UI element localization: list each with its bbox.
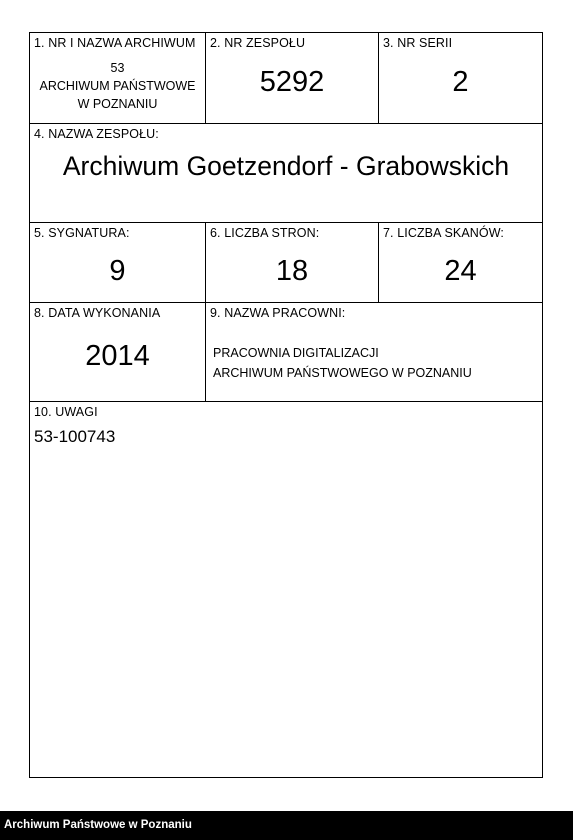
fonds-name-cell <box>30 124 542 222</box>
signature-value: 9 <box>109 255 126 287</box>
signature-label: 5. SYGNATURA: <box>34 226 130 240</box>
workshop-cell <box>205 303 542 401</box>
workshop-name-line2: ARCHIWUM PAŃSTWOWEGO W POZNANIU <box>213 366 472 380</box>
archive-cell <box>30 33 205 123</box>
pages-cell <box>205 223 378 302</box>
scans-cell <box>378 223 542 302</box>
footer-bar <box>0 811 573 840</box>
archive-name-line1: ARCHIWUM PAŃSTWOWE <box>39 79 196 93</box>
series-number-label: 3. NR SERII <box>383 36 453 50</box>
workshop-name-line1: PRACOWNIA DIGITALIZACJI <box>213 346 379 360</box>
date-value: 2014 <box>85 340 150 372</box>
archive-name-line2: W POZNANIU <box>77 97 158 111</box>
footer-text: Archiwum Państwowe w Poznaniu <box>4 819 192 831</box>
date-cell <box>30 303 205 401</box>
notes-label: 10. UWAGI <box>34 405 98 419</box>
metadata-card <box>29 32 543 778</box>
date-label: 8. DATA WYKONANIA <box>34 306 161 320</box>
row-notes <box>30 402 542 777</box>
scans-value: 24 <box>444 255 477 287</box>
fonds-name-value: Archiwum Goetzendorf - Grabowskich <box>62 151 510 181</box>
fonds-number-cell <box>205 33 378 123</box>
pages-label: 6. LICZBA STRON: <box>210 226 320 240</box>
notes-value: 53-100743 <box>34 427 116 446</box>
pages-value: 18 <box>275 255 309 287</box>
scans-label: 7. LICZBA SKANÓW: <box>383 226 504 240</box>
notes-cell <box>30 402 542 777</box>
fonds-number-label: 2. NR ZESPOŁU <box>210 36 306 50</box>
archive-number: 53 <box>110 61 125 75</box>
fonds-name-label: 4. NAZWA ZESPOŁU: <box>34 127 159 141</box>
series-number-cell <box>378 33 542 123</box>
row-archive-info <box>30 33 542 123</box>
fonds-number-value: 5292 <box>259 66 325 98</box>
signature-cell <box>30 223 205 302</box>
workshop-name <box>213 343 472 383</box>
workshop-label: 9. NAZWA PRACOWNI: <box>210 306 346 320</box>
series-number-value: 2 <box>452 66 469 98</box>
row-date-workshop <box>30 303 542 401</box>
row-fonds-name <box>30 124 542 222</box>
archive-label: 1. NR I NAZWA ARCHIWUM <box>34 36 196 50</box>
row-counts <box>30 223 542 302</box>
